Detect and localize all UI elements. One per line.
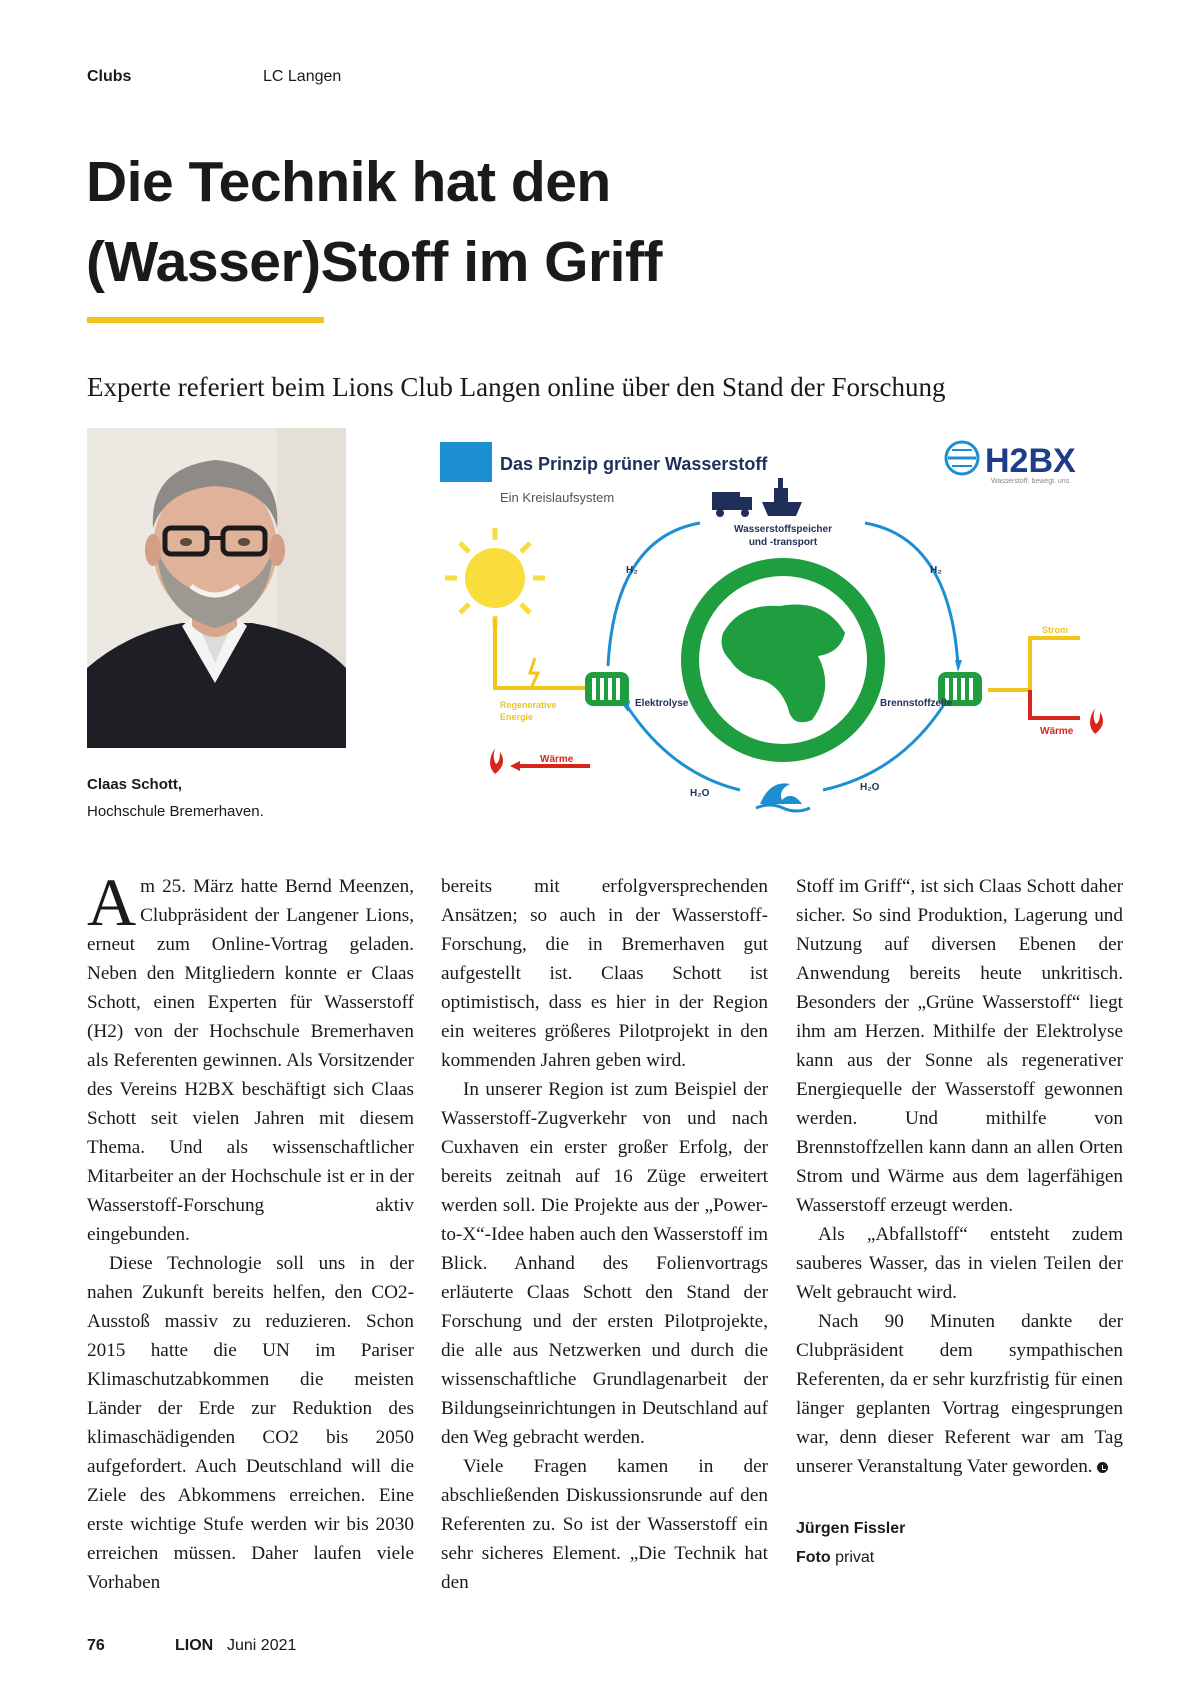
h2bx-logo [946, 442, 1076, 485]
issue-date: Juni 2021 [227, 1637, 297, 1654]
svg-text:H2BX: H2BX [985, 442, 1076, 480]
electrolyzer-icon [585, 672, 629, 706]
renewable-label-2: Energie [500, 712, 534, 722]
magazine-name: LION [175, 1637, 214, 1654]
hydrogen-cycle-infographic [440, 428, 1126, 821]
renewable-label-1: Regenerative [500, 700, 557, 710]
h2-label-left: H₂ [626, 565, 638, 576]
article-paragraph: Viele Fragen kamen in der abschließenden Diskussionsrunde auf den Referenten zu. So ist der Wasserstoff ein sehr sicheres Element. „Die Technik hat den [441, 1456, 768, 1593]
article-paragraph: Stoff im Griff“, ist sich Claas Schott daher sicher. So sind Produktion, Lagerung und Nutzung auf diversen Ebenen der Anwendung bereits heute unkritisch. Besonders der „Grüne Wasserstoff“ liegt ihm am Herzen. Mithilfe der Elektrolyse kann aus der Sonne als regenerativer Energiequelle der Wasserstoff gewonnen werden. Und mithilfe von Brennstoffzellen kann dann an allen Orten Strom und Wärme aus dem lagerfähigen Wasserstoff erzeugt werden. [796, 876, 1123, 1216]
water-wave-icon [756, 783, 810, 811]
article-paragraph: Nach 90 Minuten dankte der Clubpräsident dem sympathischen Referenten, da er sehr kurzfristig für einen länger geplanten Vortrag eingesprungen war, denn dieser Referent war am Tag unserer Veranstaltung Vater geworden. [796, 1311, 1123, 1477]
page-number: 76 [87, 1637, 105, 1654]
title-block-icon [440, 442, 492, 482]
photo-credit: Foto privat [796, 1549, 875, 1566]
lightning-icon [530, 658, 538, 686]
infographic-title: Das Prinzip grüner Wasserstoff [500, 454, 768, 474]
headline-accent-rule [87, 317, 324, 323]
article-paragraph: In unserer Region ist zum Beispiel der Wasserstoff-Zugverkehr von und nach Cuxhaven ein erster großer Erfolg, der bereits zeitnah auf 16 Züge erweitert werden soll. Die Projekte aus der „Power-to-X“-Idee haben auch den Wasserstoff im Blick. Anhand des Folienvortrags erläuterte Claas Schott den Stand der Forschung und der ersten Pilotprojekte, die alle aus Netzwerken und durch die wissenschaftliche Grundlagenarbeit der Bildungseinrichtungen in Deutschland auf den Weg gebracht werden. [441, 1079, 768, 1448]
article-paragraph: Als „Abfallstoff“ entsteht zudem sauberes Wasser, das in vielen Teilen der Welt gebraucht wird. [796, 1224, 1123, 1303]
storage-label-1: Wasserstoffspeicher [734, 524, 832, 535]
portrait-caption-affiliation: Hochschule Bremerhaven. [87, 803, 264, 820]
h2o-label-right: H₂O [860, 782, 880, 793]
headline-line-2: (Wasser)Stoff im Griff [86, 230, 662, 294]
h2o-label-left: H₂O [690, 788, 710, 799]
author-byline: Jürgen Fissler [796, 1520, 906, 1537]
heat-label-right: Wärme [1040, 726, 1074, 737]
flame-icon-left [490, 748, 503, 774]
storage-label-2: und -transport [748, 537, 818, 548]
article-paragraph: bereits mit erfolgversprechenden Ansätzen; so auch in der Wasserstoff-Forschung, die in Bremerhaven gut aufgestellt ist. Claas Schott ist optimistisch, dass es hier in der Region ein weiteres größeres Pilotprojekt in den kommenden Jahren geben wird. [441, 876, 768, 1071]
fuel-cell-label: Brennstoffzelle [880, 698, 953, 709]
portrait-caption-name: Claas Schott, [87, 776, 183, 793]
article-end-icon [1097, 1462, 1108, 1473]
infographic-subtitle: Ein Kreislaufsystem [500, 490, 615, 505]
article-paragraph: Am 25. März hatte Bernd Meenzen, Clubpräsident der Langener Lions, erneut zum Online-Vortrag geladen. Neben den Mitgliedern konnte er Claas Schott, einen Experten für Wasserstoff (H2) von der Hochschule Bremerhaven als Referenten gewinnen. Als Vorsitzender des Vereins H2BX beschäftigt sich Claas Schott seit vielen Jahren mit diesem Thema. Und als wissenschaftlicher Mitarbeiter an der Hochschule ist er in der Wasserstoff-Forschung aktiv eingebunden. [87, 864, 414, 1245]
subtitle: Experte referiert beim Lions Club Langen online über den Stand der Forschung [87, 372, 946, 402]
heat-label-left: Wärme [540, 754, 574, 765]
electrolysis-label: Elektrolyse [635, 698, 689, 709]
truck-icon [712, 492, 752, 517]
article-column-2 [441, 872, 768, 1597]
headline [86, 142, 986, 302]
portrait-photo [87, 428, 346, 748]
article-column-3 [796, 872, 1123, 1481]
sun-icon [445, 528, 545, 628]
headline-line-1: Die Technik hat den [86, 150, 611, 214]
article-paragraph: Diese Technologie soll uns in der nahen Zukunft bereits helfen, den CO2-Ausstoß massiv zu reduzieren. Schon 2015 hatte die UN im Pariser Klimaschutzabkommen die meisten Länder der Erde zur Reduktion des klimaschädigenden CO2 bis 2050 aufgefordert. Auch Deutschland will die Ziele des Abkommens erreichen. Eine erste wichtige Stufe werden wir bis 2030 erreichen müssen. Daher laufen viele Vorhaben [87, 1253, 414, 1593]
current-label: Strom [1042, 625, 1069, 635]
h2-label-right: H₂ [930, 565, 942, 576]
dropcap: A [87, 864, 137, 940]
globe-icon [681, 558, 885, 762]
logo-tagline: Wasserstoff. bewegt. uns. [991, 478, 1072, 485]
article-column-1 [87, 864, 414, 1597]
ship-icon [762, 478, 802, 516]
section-label: Clubs [87, 68, 132, 85]
club-label: LC Langen [263, 68, 342, 85]
flame-icon-right [1090, 708, 1103, 734]
